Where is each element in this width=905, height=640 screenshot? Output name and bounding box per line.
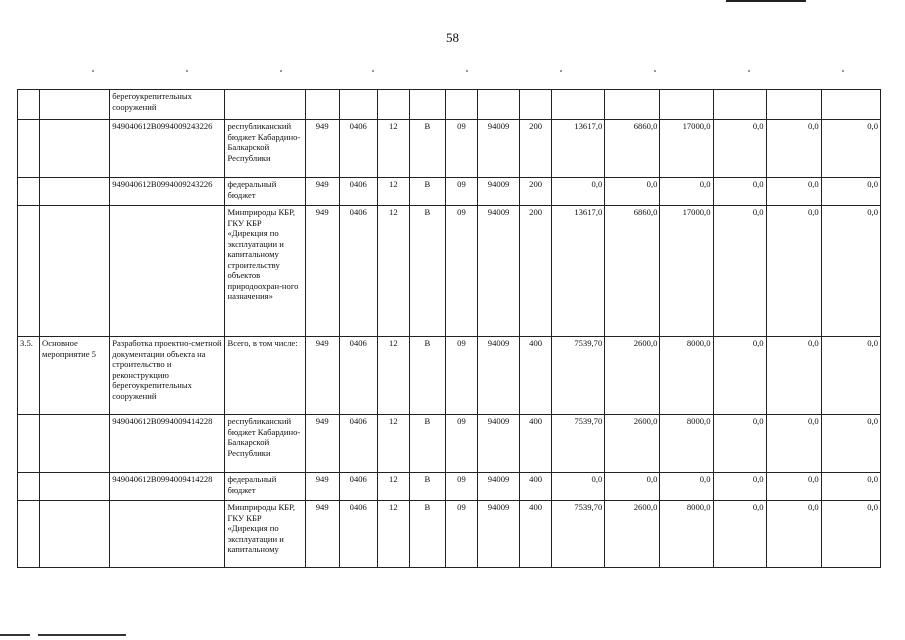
- rz-cell: [339, 90, 377, 120]
- amount-cell: 2600,0: [605, 337, 660, 415]
- amount-cell: 0,0: [821, 415, 880, 473]
- direction-code-cell: 94009: [478, 206, 520, 337]
- funding-source-text: Минприроды КБР, ГКУ КБР «Дирекция по эксплуатации и капитальному: [227, 502, 295, 554]
- amount-cell: 0,0: [766, 178, 821, 206]
- subprogram-cell: В: [409, 501, 445, 568]
- direction-code-cell: 94009: [478, 120, 520, 178]
- rz-cell: 0406: [339, 473, 377, 501]
- amount-cell: 0,0: [713, 501, 766, 568]
- amount-cell: 0,0: [766, 206, 821, 337]
- direction-code-cell: 94009: [478, 337, 520, 415]
- activity-name-cell: [40, 120, 110, 178]
- row-number-cell: 3.5.: [18, 337, 40, 415]
- row-number-cell: [18, 178, 40, 206]
- grbs-cell: 949: [305, 206, 339, 337]
- activity-name-cell: [40, 415, 110, 473]
- funding-source-cell: Минприроды КБР, ГКУ КБР «Дирекция по эксплуатации и капитальному строительству объектов природоохран-ного назначения»: [225, 206, 305, 337]
- funding-source-cell: [225, 90, 305, 120]
- amount-cell: 0,0: [713, 206, 766, 337]
- funding-source-cell: республиканский бюджет Кабардино-Балкарской Республики: [225, 120, 305, 178]
- rz-cell: 0406: [339, 178, 377, 206]
- activity-code-cell: 09: [445, 206, 477, 337]
- description-cell: берегоукрепительных сооружений: [110, 90, 225, 120]
- amount-cell: [821, 90, 880, 120]
- amount-cell: 0,0: [552, 178, 605, 206]
- amount-cell: 13617,0: [552, 206, 605, 337]
- program-cell: 12: [377, 178, 409, 206]
- program-cell: 12: [377, 337, 409, 415]
- table-row: [18, 501, 881, 568]
- amount-cell: 0,0: [713, 337, 766, 415]
- table-row: [18, 337, 881, 415]
- program-cell: 12: [377, 473, 409, 501]
- rz-cell: 0406: [339, 337, 377, 415]
- activity-code-cell: 09: [445, 178, 477, 206]
- activity-name-cell: [40, 473, 110, 501]
- amount-cell: 6860,0: [605, 206, 660, 337]
- description-cell: [110, 501, 225, 568]
- activity-code-cell: [445, 90, 477, 120]
- rz-cell: 0406: [339, 501, 377, 568]
- amount-cell: 0,0: [821, 337, 880, 415]
- amount-cell: 0,0: [552, 473, 605, 501]
- subprogram-cell: В: [409, 178, 445, 206]
- program-cell: 12: [377, 415, 409, 473]
- amount-cell: 0,0: [713, 415, 766, 473]
- direction-code-cell: [478, 90, 520, 120]
- description-cell: 949040612В0994009414228: [110, 415, 225, 473]
- grbs-cell: 949: [305, 120, 339, 178]
- vr-cell: 200: [520, 120, 552, 178]
- amount-cell: 7539,70: [552, 337, 605, 415]
- rz-cell: 0406: [339, 206, 377, 337]
- activity-code-cell: 09: [445, 415, 477, 473]
- activity-name-cell: [40, 90, 110, 120]
- amount-cell: 0,0: [821, 178, 880, 206]
- subprogram-cell: [409, 90, 445, 120]
- amount-cell: 0,0: [605, 178, 660, 206]
- amount-cell: [660, 90, 713, 120]
- amount-cell: 0,0: [821, 473, 880, 501]
- scan-dot-row: [0, 70, 905, 74]
- row-number-cell: [18, 415, 40, 473]
- subprogram-cell: В: [409, 473, 445, 501]
- activity-code-cell: 09: [445, 120, 477, 178]
- description-cell: 949040612В0994009243226: [110, 178, 225, 206]
- amount-cell: 7539,70: [552, 415, 605, 473]
- activity-code-cell: 09: [445, 473, 477, 501]
- amount-cell: 0,0: [821, 206, 880, 337]
- grbs-cell: 949: [305, 337, 339, 415]
- row-number-cell: [18, 501, 40, 568]
- description-cell: Разработка проектно-сметной документации объекта на строительство и реконструкцию берегоукрепительных сооружений: [110, 337, 225, 415]
- description-cell: [110, 206, 225, 337]
- table-row: [18, 90, 881, 120]
- activity-name-cell: [40, 178, 110, 206]
- vr-cell: [520, 90, 552, 120]
- vr-cell: 400: [520, 501, 552, 568]
- amount-cell: 0,0: [821, 120, 880, 178]
- amount-cell: 0,0: [660, 178, 713, 206]
- amount-cell: 8000,0: [660, 501, 713, 568]
- direction-code-cell: 94009: [478, 473, 520, 501]
- amount-cell: [552, 90, 605, 120]
- subprogram-cell: В: [409, 120, 445, 178]
- amount-cell: 17000,0: [660, 120, 713, 178]
- amount-cell: 2600,0: [605, 415, 660, 473]
- program-cell: 12: [377, 120, 409, 178]
- amount-cell: 0,0: [766, 120, 821, 178]
- row-number-cell: [18, 473, 40, 501]
- footer-rule-mark: [38, 634, 126, 636]
- subprogram-cell: В: [409, 206, 445, 337]
- grbs-cell: 949: [305, 501, 339, 568]
- amount-cell: [605, 90, 660, 120]
- amount-cell: 0,0: [660, 473, 713, 501]
- row-number-cell: [18, 90, 40, 120]
- vr-cell: 200: [520, 206, 552, 337]
- table-row: [18, 178, 881, 206]
- program-cell: 12: [377, 206, 409, 337]
- amount-cell: 0,0: [766, 501, 821, 568]
- rz-cell: 0406: [339, 415, 377, 473]
- vr-cell: 400: [520, 415, 552, 473]
- amount-cell: 0,0: [766, 415, 821, 473]
- amount-cell: 0,0: [605, 473, 660, 501]
- description-cell: 949040612В0994009414228: [110, 473, 225, 501]
- grbs-cell: 949: [305, 178, 339, 206]
- footer-rule-mark: [0, 634, 30, 636]
- amount-cell: [713, 90, 766, 120]
- program-cell: [377, 90, 409, 120]
- amount-cell: 0,0: [766, 473, 821, 501]
- funding-source-cell: [225, 501, 305, 568]
- amount-cell: 13617,0: [552, 120, 605, 178]
- funding-source-cell: Всего, в том числе:: [225, 337, 305, 415]
- subprogram-cell: В: [409, 415, 445, 473]
- amount-cell: 6860,0: [605, 120, 660, 178]
- activity-name-cell: [40, 206, 110, 337]
- activity-code-cell: 09: [445, 501, 477, 568]
- vr-cell: 200: [520, 178, 552, 206]
- direction-code-cell: 94009: [478, 501, 520, 568]
- activity-code-cell: 09: [445, 337, 477, 415]
- amount-cell: 0,0: [713, 473, 766, 501]
- grbs-cell: 949: [305, 473, 339, 501]
- amount-cell: [766, 90, 821, 120]
- amount-cell: 2600,0: [605, 501, 660, 568]
- direction-code-cell: 94009: [478, 178, 520, 206]
- table-row: [18, 206, 881, 337]
- funding-source-cell: республиканский бюджет Кабардино-Балкарской Республики: [225, 415, 305, 473]
- rz-cell: 0406: [339, 120, 377, 178]
- table-row: [18, 415, 881, 473]
- amount-cell: 0,0: [821, 501, 880, 568]
- amount-cell: 17000,0: [660, 206, 713, 337]
- subprogram-cell: В: [409, 337, 445, 415]
- row-number-cell: [18, 120, 40, 178]
- amount-cell: 0,0: [713, 120, 766, 178]
- header-rule-mark: [726, 0, 806, 2]
- funding-source-cell: федеральный бюджет: [225, 473, 305, 501]
- budget-table: [17, 89, 881, 568]
- amount-cell: 0,0: [713, 178, 766, 206]
- table-row: [18, 120, 881, 178]
- program-cell: 12: [377, 501, 409, 568]
- amount-cell: 7539,70: [552, 501, 605, 568]
- activity-name-cell: Основное мероприятие 5: [40, 337, 110, 415]
- row-number-cell: [18, 206, 40, 337]
- vr-cell: 400: [520, 473, 552, 501]
- grbs-cell: 949: [305, 415, 339, 473]
- vr-cell: 400: [520, 337, 552, 415]
- description-cell: 949040612В0994009243226: [110, 120, 225, 178]
- amount-cell: 0,0: [766, 337, 821, 415]
- grbs-cell: [305, 90, 339, 120]
- table-row: [18, 473, 881, 501]
- direction-code-cell: 94009: [478, 415, 520, 473]
- activity-name-cell: [40, 501, 110, 568]
- page-number: 58: [446, 30, 459, 45]
- amount-cell: 8000,0: [660, 337, 713, 415]
- amount-cell: 8000,0: [660, 415, 713, 473]
- funding-source-cell: федеральный бюджет: [225, 178, 305, 206]
